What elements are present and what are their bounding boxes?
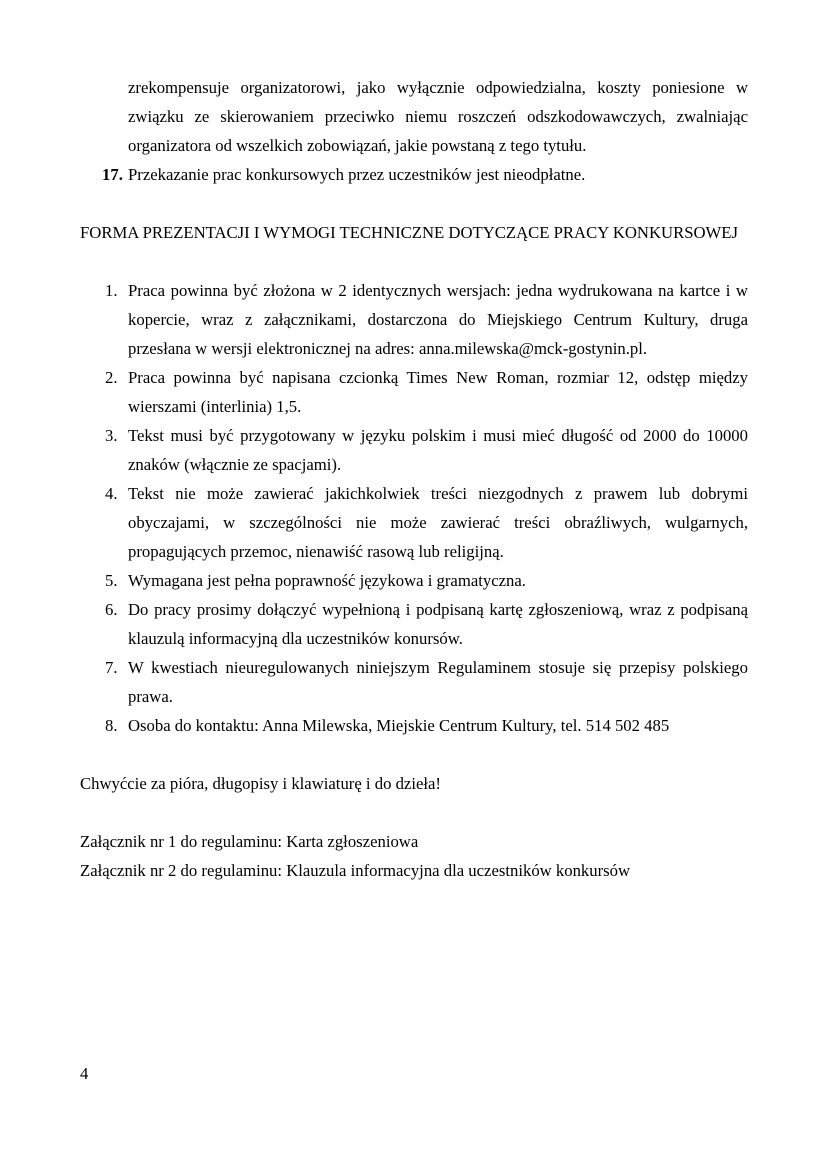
list-item-number: 1. (105, 281, 118, 300)
attachment-line-1: Załącznik nr 1 do regulaminu: Karta zgłoszeniowa (80, 832, 419, 851)
attachments-list (80, 827, 748, 885)
call-to-action: Chwyćcie za pióra, długopisy i klawiaturę i do dzieła! (80, 774, 441, 793)
list-item-number: 8. (105, 716, 118, 735)
page-number: 4 (80, 1064, 89, 1083)
list-item-number: 17. (102, 165, 123, 184)
list-item (80, 711, 748, 740)
list-item-number: 4. (105, 484, 118, 503)
list-item-number: 5. (105, 571, 118, 590)
list-item-text: W kwestiach nieuregulowanych niniejszym Regulaminem stosuje się przepisy polskiego prawa. (128, 658, 748, 706)
list-item-text: Praca powinna być napisana czcionką Times New Roman, rozmiar 12, odstęp między wierszami (interlinia) 1,5. (128, 368, 748, 416)
list-item-text: Przekazanie prac konkursowych przez uczestników jest nieodpłatne. (128, 165, 586, 184)
list-item-number: 6. (105, 600, 118, 619)
page-content (80, 73, 748, 885)
list-item-text: Praca powinna być złożona w 2 identycznych wersjach: jedna wydrukowana na kartce i w kopercie, wraz z załącznikami, dostarczona do Miejskiego Centrum Kultury, druga przesłana w wersji elektronicznej na adres: anna.milewska@mck-gostynin.pl. (128, 281, 748, 358)
continuation-paragraph: zrekompensuje organizatorowi, jako wyłącznie odpowiedzialna, koszty poniesione w związku ze skierowaniem przeciwko niemu roszczeń odszkodowawczych, zwalniając organizatora od wszelkich zobowiązań, jakie powstaną z tego tytułu. (128, 78, 748, 155)
list-item-text: Do pracy prosimy dołączyć wypełnioną i podpisaną kartę zgłoszeniową, wraz z podpisaną klauzulą informacyjną dla uczestników konursów. (128, 600, 748, 648)
list-item-number: 7. (105, 658, 118, 677)
list-item-text: Tekst nie może zawierać jakichkolwiek treści niezgodnych z prawem lub dobrymi obyczajami, w szczególności nie może zawierać treści obraźliwych, wulgarnych, propagujących przemoc, nienawiść rasową lub religijną. (128, 484, 748, 561)
section-heading: FORMA PREZENTACJI I WYMOGI TECHNICZNE DOTYCZĄCE PRACY KONKURSOWEJ (80, 223, 738, 242)
list-item (80, 653, 748, 711)
requirements-list (80, 276, 748, 740)
list-item (80, 276, 748, 363)
list-item (80, 566, 748, 595)
list-item (80, 595, 748, 653)
list-item (80, 363, 748, 421)
list-item (80, 479, 748, 566)
list-item (80, 421, 748, 479)
list-item-17 (80, 160, 748, 189)
list-item-text: Osoba do kontaktu: Anna Milewska, Miejskie Centrum Kultury, tel. 514 502 485 (128, 716, 670, 735)
list-item-number: 2. (105, 368, 118, 387)
list-item-text: Tekst musi być przygotowany w języku polskim i musi mieć długość od 2000 do 10000 znaków (włącznie ze spacjami). (128, 426, 748, 474)
list-item-text: Wymagana jest pełna poprawność językowa i gramatyczna. (128, 571, 526, 590)
attachment-line-2: Załącznik nr 2 do regulaminu: Klauzula informacyjna dla uczestników konkursów (80, 861, 631, 880)
list-item-number: 3. (105, 426, 118, 445)
